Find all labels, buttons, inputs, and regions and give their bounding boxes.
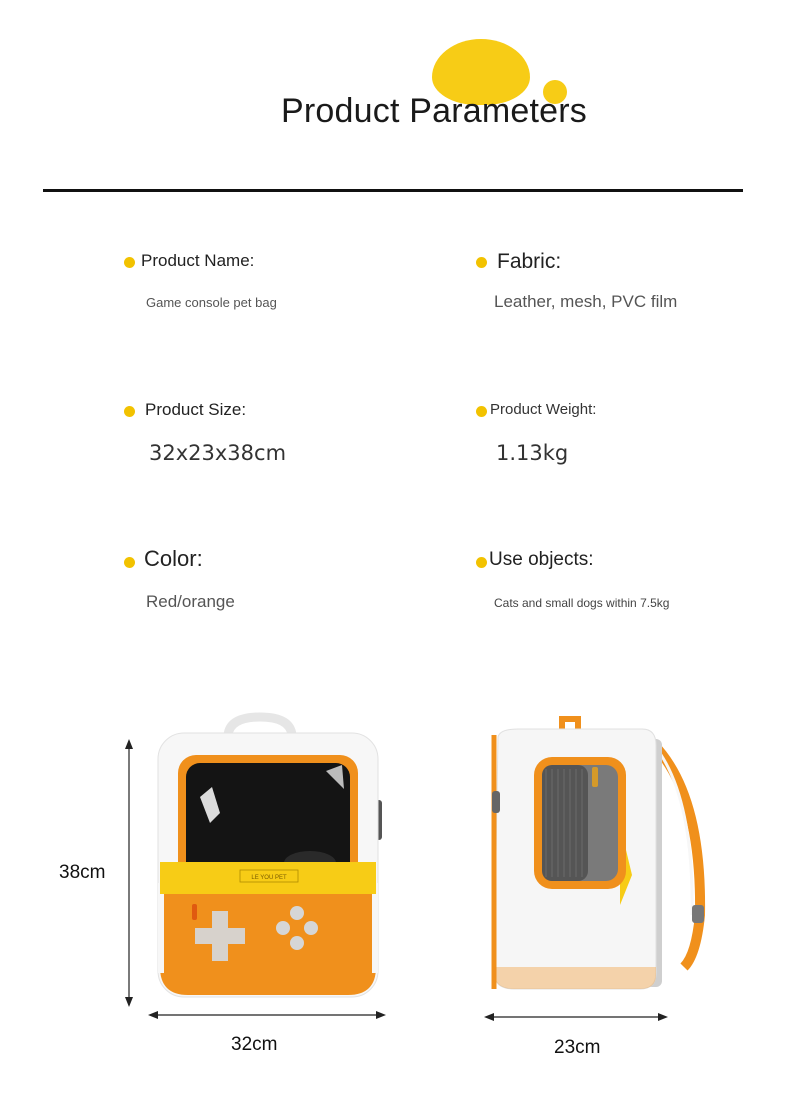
param-label-product-weight: Product Weight: [490, 401, 597, 418]
arrow-head-icon [125, 997, 133, 1007]
param-label-use-objects: Use objects: [489, 549, 594, 570]
arrow-head-icon [484, 1013, 494, 1021]
param-value-product-size: 32x23x38cm [149, 441, 287, 465]
bag-side-view-image [470, 705, 720, 1035]
width-dimension-label: 32cm [231, 1034, 278, 1055]
bullet-dot [124, 406, 135, 417]
height-dimension-label: 38cm [59, 862, 106, 883]
page-title: Product Parameters [281, 92, 587, 130]
bullet-dot [124, 557, 135, 568]
header-divider [43, 189, 743, 192]
param-label-product-name: Product Name: [141, 251, 255, 270]
bullet-dot [476, 257, 487, 268]
bullet-dot [476, 557, 487, 568]
param-label-fabric: Fabric: [497, 250, 562, 273]
param-value-color: Red/orange [146, 592, 235, 611]
arrow-head-icon [125, 739, 133, 749]
param-label-color: Color: [144, 546, 203, 571]
param-value-product-weight: 1.13kg [496, 441, 569, 465]
depth-dimension-label: 23cm [554, 1037, 601, 1058]
param-value-fabric: Leather, mesh, PVC film [494, 292, 678, 311]
bullet-dot [476, 406, 487, 417]
bag-front-view-image [120, 705, 400, 1035]
param-value-product-name: Game console pet bag [146, 295, 277, 310]
bullet-dot [124, 257, 135, 268]
arrow-head-icon [658, 1013, 668, 1021]
arrow-head-icon [148, 1011, 158, 1019]
param-label-product-size: Product Size: [145, 400, 247, 419]
bag-logo-text: LE YOU PET [251, 875, 287, 881]
param-value-use-objects: Cats and small dogs within 7.5kg [494, 596, 670, 610]
arrow-head-icon [376, 1011, 386, 1019]
